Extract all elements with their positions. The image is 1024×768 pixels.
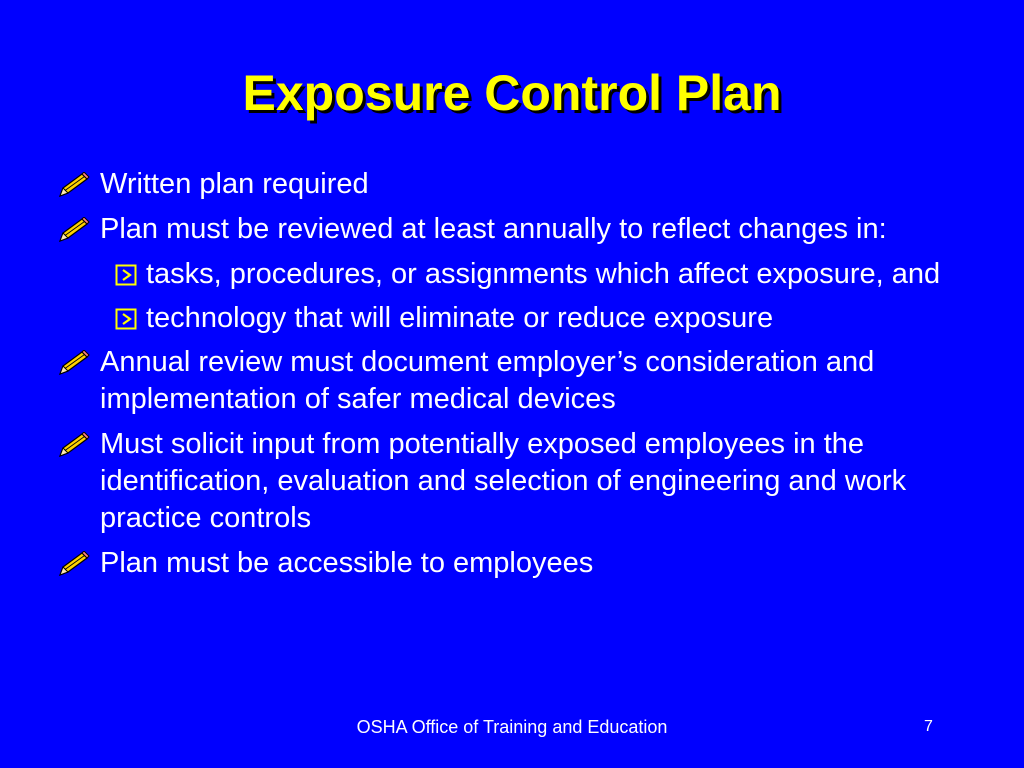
bullet-text: Annual review must document employer’s consideration and implementation of safer medical devices xyxy=(100,346,875,415)
bullet-text: Written plan required xyxy=(100,168,369,200)
bullet-text: Plan must be accessible to employees xyxy=(100,547,594,579)
sub-bullet-text: technology that will eliminate or reduce exposure xyxy=(146,302,774,334)
arrow-box-icon xyxy=(115,264,137,286)
slide-title: Exposure Control Plan xyxy=(242,65,782,121)
bullet-item xyxy=(58,211,958,248)
bullet-list xyxy=(58,166,958,590)
sub-bullet-item xyxy=(105,300,958,337)
bullet-text: Must solicit input from potentially exposed employees in the identification, evaluation and selection of engineering and work practice controls xyxy=(100,428,907,534)
bullet-item xyxy=(58,426,958,537)
sub-bullet-text: tasks, procedures, or assignments which affect exposure, and xyxy=(146,258,941,290)
pencil-icon xyxy=(58,172,92,198)
bullet-text: Plan must be reviewed at least annually to reflect changes in: xyxy=(100,213,887,245)
footer-organization: OSHA Office of Training and Education xyxy=(356,717,668,737)
bullet-item xyxy=(58,166,958,203)
pencil-icon xyxy=(58,432,92,458)
pencil-icon xyxy=(58,551,92,577)
sub-bullet-item xyxy=(105,256,958,293)
slide-number: 7 xyxy=(924,718,933,735)
bullet-item xyxy=(58,344,958,418)
pencil-icon xyxy=(58,350,92,376)
bullet-item xyxy=(58,545,958,582)
pencil-icon xyxy=(58,217,92,243)
arrow-box-icon xyxy=(115,308,137,330)
